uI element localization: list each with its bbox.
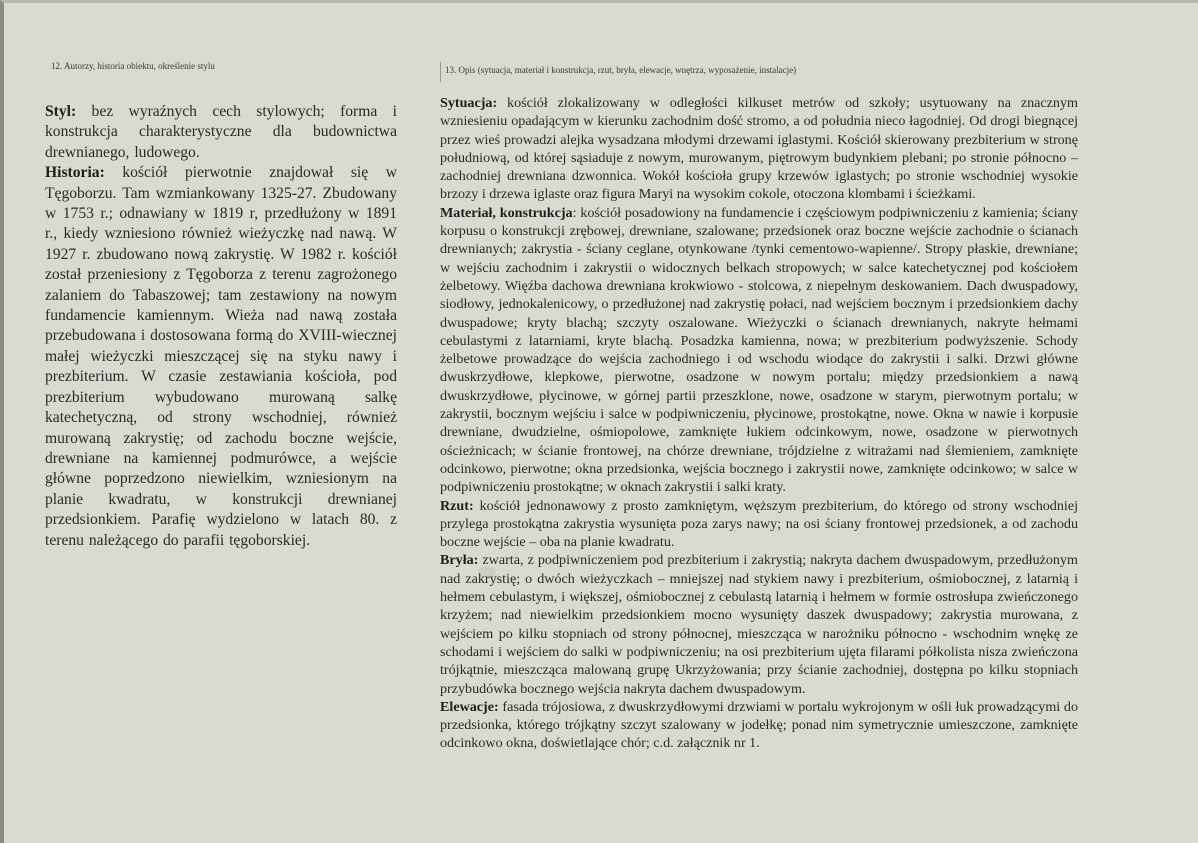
elevations-text: fasada trójosiowa, z dwuskrzydłowymi drzwiami w portalu wykrojonym w ośli łuk prowadzącymi do przedsionka, którego trójkątny szczyt szalowany w jodełkę; ponad nim symetrycznie umieszczone, zamknięte odcinkowo okna, doświetlające chór; c.d. załącznik nr 1. — [440, 698, 1078, 752]
section-13-header: 13. Opis (sytuacja, materiał i konstrukcja, rzut, bryła, elewacje, wnętrza, wyposażenie, instalacje) — [440, 62, 1078, 82]
plan-text: kościół jednonawowy z prosto zamkniętym, węższym prezbiterium, do którego od strony wschodniej przylega prostokątna zakrystia wysunięta poza zarys nawy; na osi ściany frontowej przedsionek, a od zachodu boczne wejście – oba na planie kwadratu. — [440, 497, 1078, 551]
situation-paragraph — [440, 94, 1078, 204]
material-text: : kościół posadowiony na fundamencie i częściowym podpiwniczeniu z kamienia; ściany korpusu o konstrukcji zrębowej, drewniane, szalowane; przedsionek oraz boczne wejście zachodnie o ścianach drewnianych; zakrystia - ściany ceglane, otynkowane /tynki cementowo-wapienne/. Stropy płaskie, drewniane; w wejściu zachodnim i zakrystii o widocznych belkach stropowych; w salce katechetycznej pod kościołem żelbetowy. Więźba dachowa drewniana krokwiowo - stolcowa, z niepełnym deskowaniem. Dach dwuspadowy, siodłowy, jednokalenicowy, o przedłużonej nad zakrystię połaci, nad wejściem bocznym i przedsionkiem dachy dwuspadowe; kryty blachą; szczyty oszalowane. Wieżyczki o ścianach drewnianych, nakryte hełmami cebulastymi z latarniami, kryte blachą. Posadzka kamienna, nowa; w prezbiterium podwyższenie. Schody żelbetowe prowadzące do wejścia zachodniego i od wschodu wiodące do zakrystii i salki. Drzwi główne dwuskrzydłowe, klepkowe, pierwotne, osadzone w nowym portalu; między przedsionkiem a nawą dwuskrzydłowe, płycinowe, w górnej partii przeszklone, nowe, osadzone w starym, pierwotnym portalu; w zakrystii, bocznym wejściu i salce w podpiwniczeniu, płycinowe, prostokątne, nowe. Okna w nawie i korpusie drewniane, dwudzielne, ośmiopolowe, zamknięte łukiem odcinkowym, nowe, osadzone w pierwotnych ościeżnicach; w ścianie frontowej, na chórze drewniane, trójdzielne z witrażami nad ślemieniem, zamknięte odcinkowo, pierwotne; okna przedsionka, wejścia bocznego i zakrystii nowe, zamknięte odcinkowo; w salce w podpiwniczeniu prostokątne; w oknach zakrystii i salki kraty. — [440, 204, 1079, 496]
material-label: Materiał, konstrukcja — [440, 204, 573, 221]
style-label: Styl: — [45, 103, 77, 120]
plan-paragraph — [440, 497, 1078, 552]
history-text: kościół pierwotnie znajdował się w Tęgoborzu. Tam wzmiankowany 1325-27. Zbudowany w 1753 r.; odnawiany w 1819 r, przedłużony w 1891 r., kiedy wzniesiono również wieżyczkę nad nawą. W 1927 r. zbudowano nową zakrystię. W 1982 r. kościół został przeniesiony z Tęgoborza z terenu zagrożonego zalaniem do Tabaszowej; tam zestawiony na nowym fundamencie kamiennym. Wieża nad nawą została przebudowana i dostosowana formą do XVIII-wiecznej małej wieżyczki mieszczącej się na styku nawy i prezbiterium. W czasie zestawiania kościoła, pod prezbiterium wybudowano murowaną salkę katechetyczną, od strony wschodniej, również murowaną zakrystię; od zachodu boczne wejście, drewniane na kamiennej podmurówce, a wejście główne poprzedzono niewielkim, wzniesionym na planie kwadratu, w konstrukcji drewnianej przedsionkiem. Parafię wydzielono w latach 80. z terenu należącego do parafii tęgoborskiej. — [45, 164, 397, 549]
left-column — [45, 58, 397, 551]
elevations-paragraph — [440, 698, 1078, 753]
right-body — [440, 94, 1078, 753]
situation-text: kościół zlokalizowany w odległości kilkuset metrów od szkoły; usytuowany na znacznym wzniesieniu opadającym w kierunku zachodnim dość stromo, a od południa nieco łagodniej. Od drogi biegnącej przez wieś prowadzi alejka wysadzana młodymi drzewami iglastymi. Kościół skierowany prezbiterium w stronę południową, od której sąsiaduje z nowym, murowanym, piętrowym budynkiem plebani; po stronie północno – zachodniej drewniana dzwonnica. Wokół kościoła grupy krzewów iglastych; po stronie wschodniej wysokie brzozy i drzewa iglaste oraz figura Maryi na wysokim cokole, otoczona klombami i ścieżkami. — [440, 95, 1078, 203]
elevations-label: Elewacje: — [440, 698, 499, 715]
right-column — [440, 62, 1078, 753]
section-12-header: 12. Autorzy, historia obiektu, określenie stylu — [51, 61, 215, 71]
style-text: bez wyraźnych cech stylowych; forma i konstrukcja charakterystyczne dla budownictwa drewnianego, ludowego. — [45, 103, 397, 161]
history-paragraph — [45, 163, 397, 551]
material-paragraph — [440, 204, 1078, 497]
mass-text: zwarta, z podpiwniczeniem pod prezbiterium i zakrystią; nakryta dachem dwuspadowym, przedłużonym nad zakrystię; o dwóch wieżyczkach – mniejszej nad stykiem nawy i prezbiterium, ośmiobocznej, z latarnią i hełmem cebulastym, i większej, ośmiobocznej z cebulastą latarnią i hełmem w formie ostrosłupa zwieńczonego krzyżem; nad niewielkim przedsionkiem mocno wysunięty daszek dwuspadowy; zakrystia murowana, z wejściem po kilku stopniach od strony północnej, mieszcząca w narożniku północno - wschodnim wnękę ze schodami i wejściem do salki w podpiwniczeniu; na osi prezbiterium ujęta filarami półkolista nisza zwieńczona trójkątnie, mieszcząca malowaną grupę Ukrzyżowania; przy ścianie zachodniej, dostępna po kilku stopniach przybudówka bocznego wejścia nakryta dachem dwuspadowym. — [440, 552, 1078, 697]
history-label: Historia: — [45, 164, 105, 182]
mass-paragraph — [440, 551, 1078, 697]
plan-label: Rzut: — [440, 497, 474, 514]
left-body — [45, 102, 397, 551]
situation-label: Sytuacja: — [440, 95, 498, 111]
style-paragraph — [45, 102, 397, 163]
mass-label: Bryła: — [440, 552, 479, 569]
